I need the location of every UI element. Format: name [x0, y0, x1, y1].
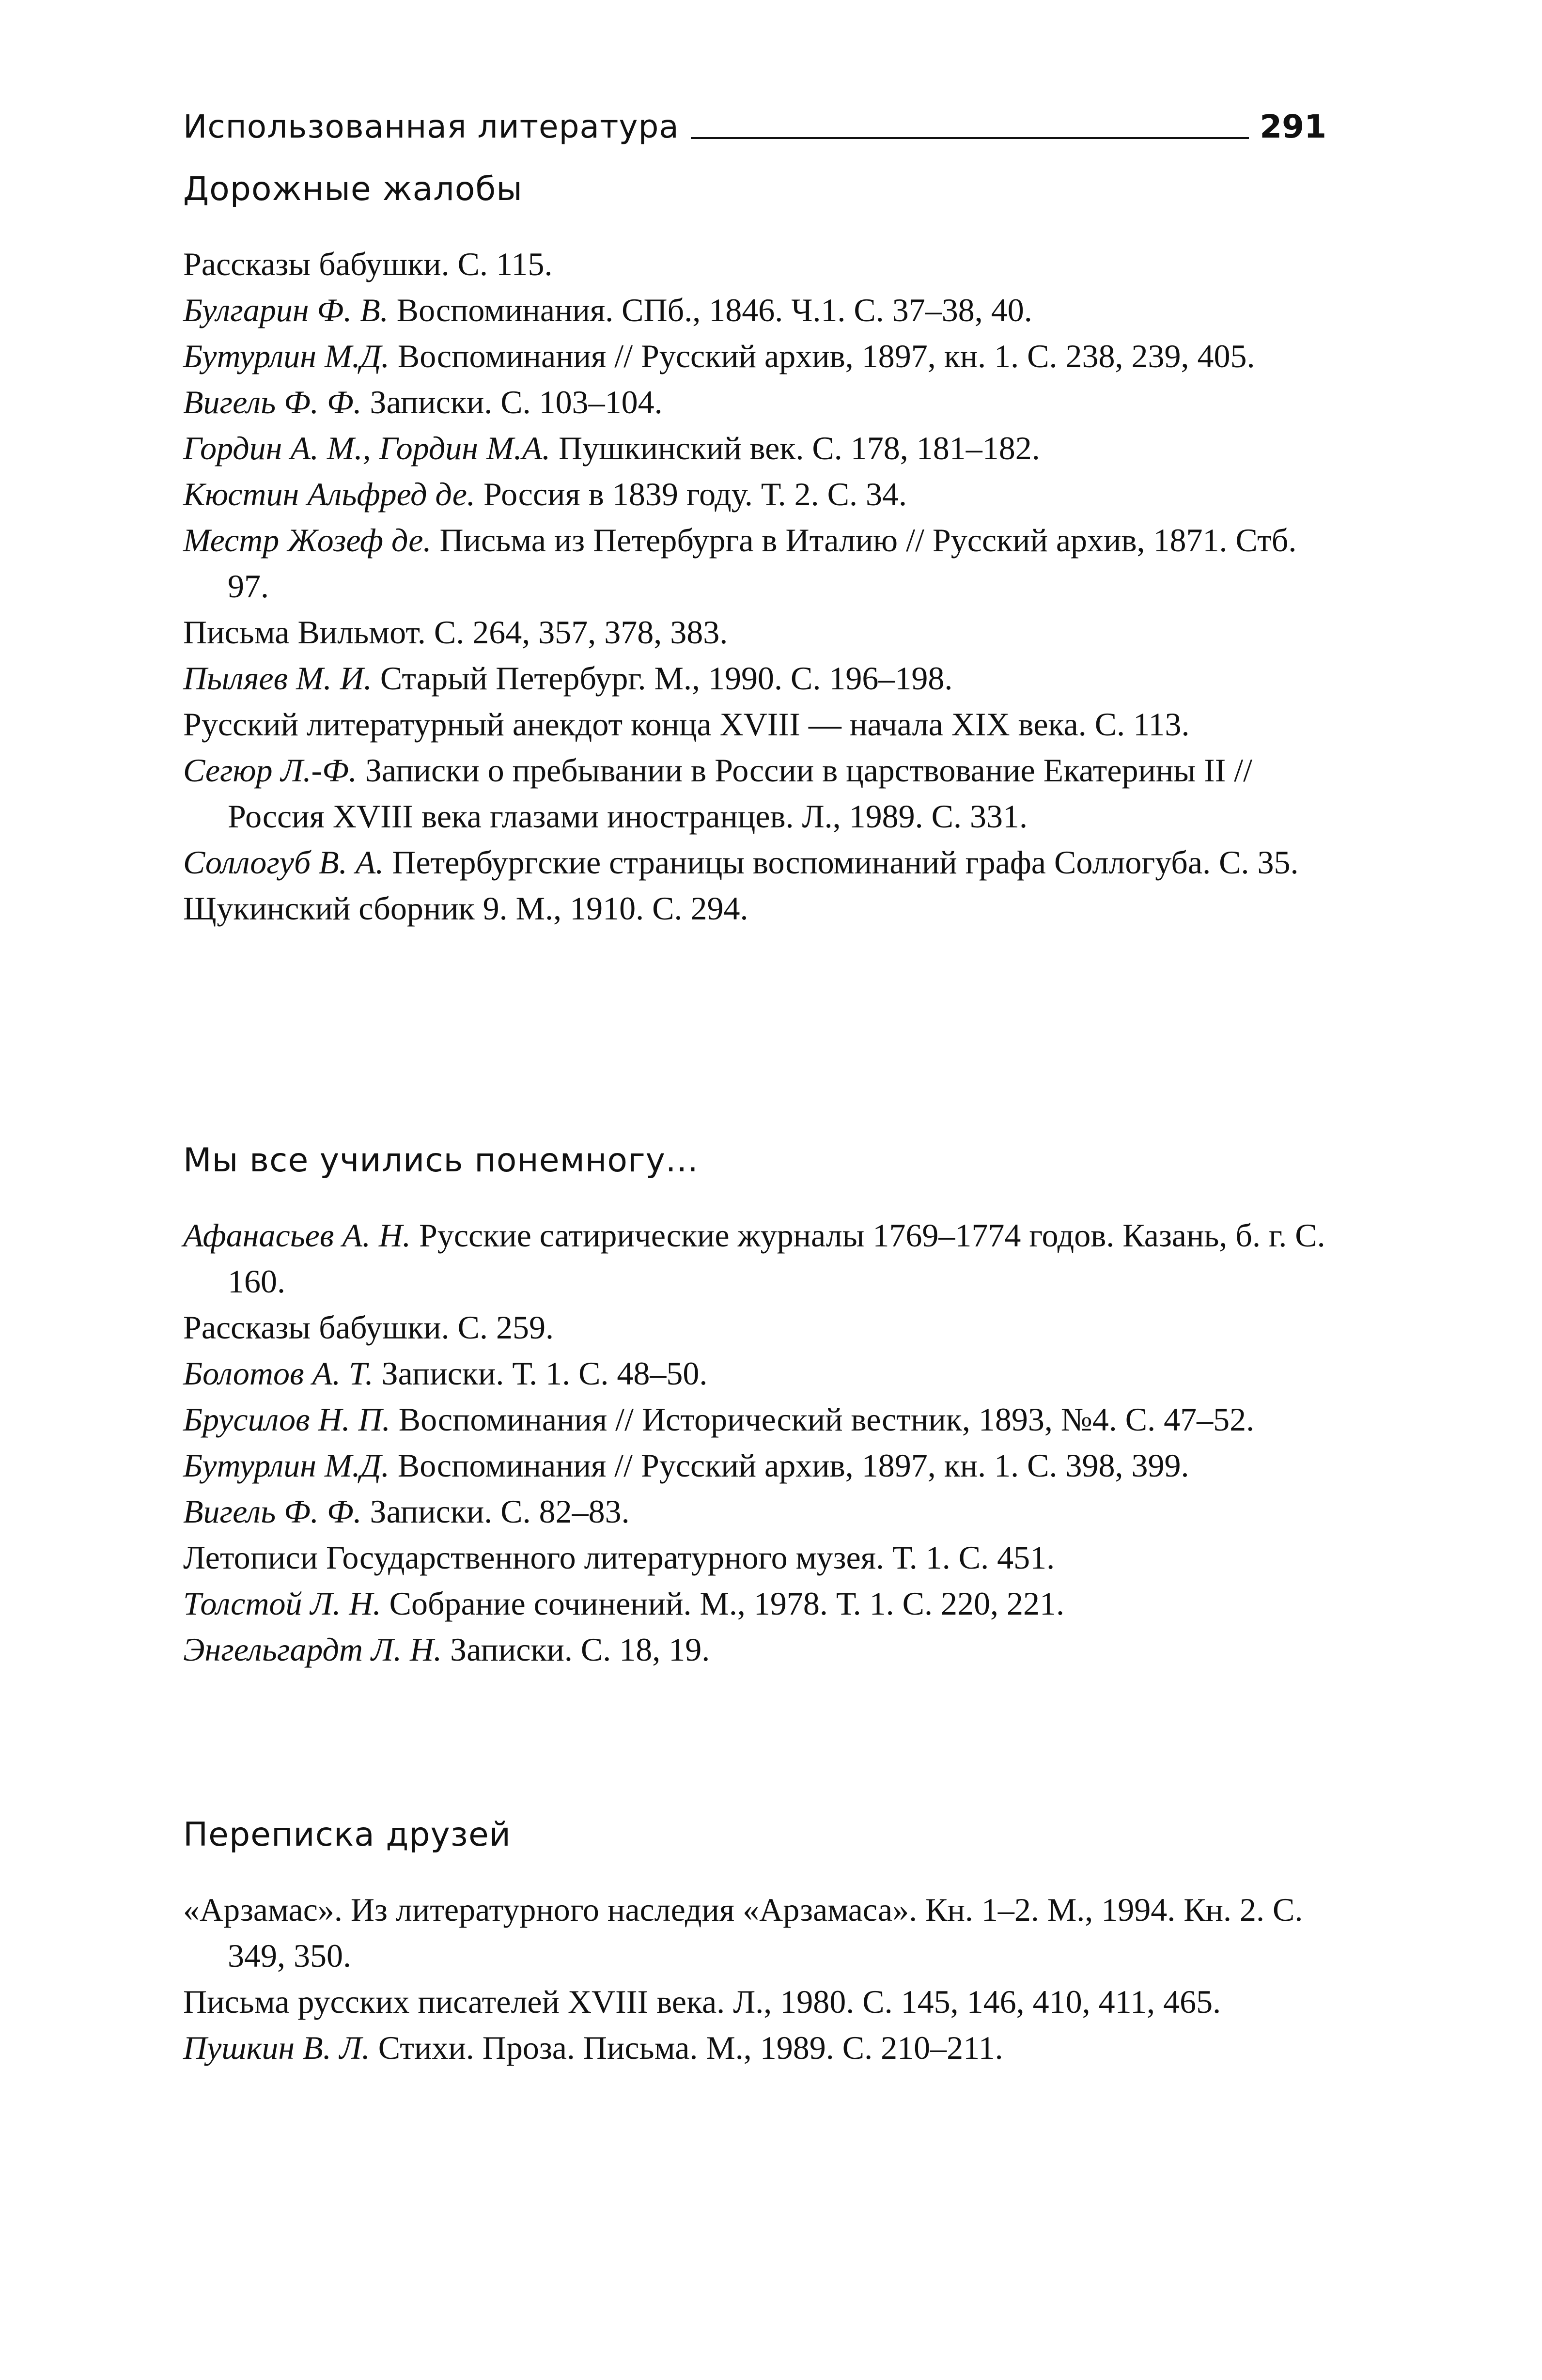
entry-text: Старый Петербург. М., 1990. С. 196–198. — [372, 659, 953, 697]
bibliography-entry — [183, 1887, 1326, 1979]
entry-text: Письма Вильмот. С. 264, 357, 378, 383. — [183, 613, 728, 651]
entry-text: Россия в 1839 году. Т. 2. С. 34. — [475, 475, 907, 513]
bibliography-entry — [183, 1489, 1326, 1535]
entry-text: Летописи Государственного литературного музея. Т. 1. С. 451. — [183, 1539, 1055, 1576]
bibliography-entry — [183, 1443, 1326, 1489]
bibliography-entry — [183, 379, 1326, 425]
section-we-all-learned — [183, 1141, 1326, 1673]
entry-text: Щукинский сборник 9. М., 1910. С. 294. — [183, 889, 748, 927]
entry-author: Бутурлин М.Д. — [183, 1447, 389, 1484]
section-heading: Переписка друзей — [183, 1816, 511, 1854]
bibliography-entry — [183, 1351, 1326, 1397]
entry-author: Пыляев М. И. — [183, 659, 372, 697]
section-heading: Дорожные жалобы — [183, 170, 523, 208]
bibliography-entry — [183, 241, 1326, 287]
entry-author: Толстой Л. Н. — [183, 1585, 381, 1622]
running-head-title: Использованная литература — [183, 108, 679, 145]
entry-text: Рассказы бабушки. С. 115. — [183, 245, 553, 282]
bibliography-entry — [183, 1305, 1326, 1351]
entry-text: Письма русских писателей XVIII века. Л., 1980. С. 145, 146, 410, 411, 465. — [183, 1983, 1221, 2020]
entry-author: Пушкин В. Л. — [183, 2029, 370, 2066]
entry-author: Кюстин Альфред де. — [183, 475, 475, 513]
entry-text: Воспоминания // Русский архив, 1897, кн. 1. С. 398, 399. — [389, 1447, 1189, 1484]
bibliography-entry — [183, 1397, 1326, 1443]
entry-text: «Арзамас». Из литературного наследия «Арзамаса». Кн. 1–2. М., 1994. Кн. 2. С. 349, 350. — [183, 1891, 1303, 1974]
entry-text: Рассказы бабушки. С. 259. — [183, 1308, 554, 1346]
bibliography-list — [183, 1213, 1326, 1673]
entry-author: Булгарин Ф. В. — [183, 291, 389, 328]
bibliography-entry — [183, 840, 1326, 886]
section-friends-correspondence — [183, 1815, 1326, 2071]
section-road-complaints — [183, 170, 1326, 932]
entry-author: Болотов А. Т. — [183, 1354, 374, 1392]
entry-text: Воспоминания // Русский архив, 1897, кн. 1. С. 238, 239, 405. — [389, 337, 1255, 374]
bibliography-entry — [183, 425, 1326, 471]
entry-text: Собрание сочинений. М., 1978. Т. 1. С. 220, 221. — [381, 1585, 1065, 1622]
entry-text: Записки. С. 82–83. — [361, 1493, 630, 1530]
bibliography-entry — [183, 886, 1326, 932]
bibliography-entry — [183, 471, 1326, 517]
bibliography-entry — [183, 1535, 1326, 1581]
bibliography-entry — [183, 2025, 1326, 2071]
bibliography-entry — [183, 1627, 1326, 1673]
bibliography-list — [183, 241, 1326, 932]
bibliography-entry — [183, 609, 1326, 655]
entry-author: Местр Жозеф де. — [183, 521, 432, 559]
entry-author: Вигель Ф. Ф. — [183, 383, 362, 420]
entry-text: Пушкинский век. С. 178, 181–182. — [550, 429, 1040, 467]
entry-author: Вигель Ф. Ф. — [183, 1493, 362, 1530]
entry-text: Воспоминания. СПб., 1846. Ч.1. С. 37–38, 40. — [388, 291, 1032, 328]
entry-text: Записки. С. 103–104. — [361, 383, 663, 420]
section-heading: Мы все учились понемногу... — [183, 1141, 699, 1180]
bibliography-entry — [183, 747, 1326, 840]
entry-text: Записки о пребывании в России в царствование Екатерины II // Россия XVIII века глазами иностранцев. Л., 1989. С. 331. — [228, 751, 1253, 835]
entry-author: Бутурлин М.Д. — [183, 337, 389, 374]
entry-text: Русские сатирические журналы 1769–1774 годов. Казань, б. г. С. 160. — [228, 1216, 1325, 1300]
entry-text: Русский литературный анекдот конца XVIII — начала XIX века. С. 113. — [183, 705, 1190, 743]
entry-text: Письма из Петербурга в Италию // Русский архив, 1871. Стб. 97. — [228, 521, 1297, 605]
entry-text: Записки. Т. 1. С. 48–50. — [373, 1354, 708, 1392]
entry-author: Сегюр Л.-Ф. — [183, 751, 357, 789]
entry-text: Записки. С. 18, 19. — [442, 1631, 710, 1668]
bibliography-entry — [183, 1213, 1326, 1305]
entry-author: Гордин А. М., Гордин М.А. — [183, 429, 551, 467]
entry-text: Петербургские страницы воспоминаний графа Соллогуба. С. 35. — [384, 843, 1299, 881]
running-head-rule — [691, 137, 1249, 139]
entry-author: Соллогуб В. А. — [183, 843, 384, 881]
bibliography-entry — [183, 287, 1326, 333]
page-number: 291 — [1260, 108, 1326, 145]
running-head — [183, 90, 1326, 143]
bibliography-entry — [183, 333, 1326, 379]
bibliography-entry — [183, 1581, 1326, 1627]
bibliography-entry — [183, 1979, 1326, 2025]
entry-author: Афанасьев А. Н. — [183, 1216, 411, 1254]
bibliography-entry — [183, 517, 1326, 609]
entry-author: Брусилов Н. П. — [183, 1400, 390, 1438]
entry-text: Стихи. Проза. Письма. М., 1989. С. 210–211. — [370, 2029, 1003, 2066]
entry-author: Энгельгардт Л. Н. — [183, 1631, 442, 1668]
bibliography-list — [183, 1887, 1326, 2071]
entry-text: Воспоминания // Исторический вестник, 1893, №4. С. 47–52. — [390, 1400, 1255, 1438]
bibliography-entry — [183, 701, 1326, 747]
bibliography-entry — [183, 655, 1326, 701]
